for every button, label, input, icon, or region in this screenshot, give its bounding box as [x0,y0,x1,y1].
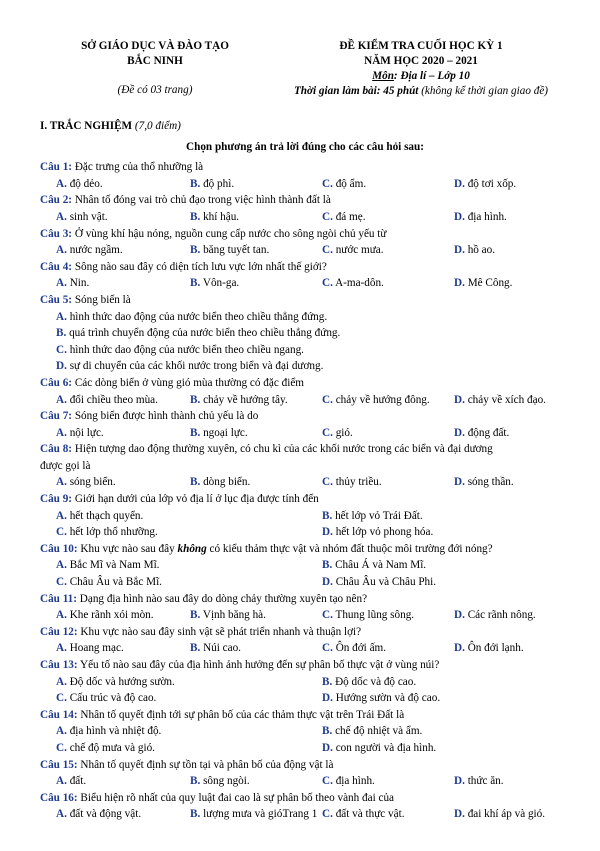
answer-key: B. [190,476,201,489]
answer-key: C. [322,642,333,655]
answer-text: độ phì. [200,177,235,190]
question-text: Yếu tố nào sau đây của địa hình ảnh hưởng đến sự phân bố thực vật ở vùng núi? [77,659,440,671]
province-name: BẮC NINH [127,55,183,67]
question-text: có kiểu thảm thực vật và nhóm đất thuộc môi trường đới nóng? [206,542,493,555]
answer-text: Mê Công. [464,277,513,290]
answer-text: Các rãnh nông. [464,609,536,622]
answer-text: đai khí áp và gió. [464,808,546,821]
answer-text: địa hình. [464,210,507,223]
answer-text: Khe rãnh xói mòn. [66,609,154,622]
question [40,591,570,624]
answer-option [56,607,154,624]
question-number: Câu 16: [40,791,78,804]
question [40,259,570,292]
section-title [40,118,570,135]
answer-option [56,275,89,292]
answer-key: A. [56,609,67,622]
answer-option [56,209,108,226]
answer-key: D. [322,741,333,754]
answer-key: C. [322,393,333,406]
answer-row [40,474,570,491]
answer-text: Thung lũng sông. [332,609,415,622]
question [40,707,570,757]
question-number: Câu 14: [40,708,78,721]
answer-key: A. [56,675,67,688]
question-text: Các dòng biển ở vùng gió mùa thường có đặc điểm [72,376,304,389]
question-stem [40,441,570,458]
answer-key: B. [190,808,201,821]
answer-key: A. [56,509,67,522]
answer-key: D. [454,393,465,406]
answer-option [454,640,524,657]
answer-text: nước mưa. [332,244,384,257]
answer-text: địa hình. [332,775,375,788]
question-number: Câu 13: [40,659,78,671]
question [40,757,570,790]
answer-text: chảy về xích đạo. [464,393,546,406]
answer-row [40,242,570,259]
answer-option [190,773,250,790]
answer-text: con người và địa hình. [332,741,437,754]
answer-option [56,425,104,442]
answer-option [322,242,384,259]
answer-text: ngoại lực. [200,426,248,439]
answer-key: D. [454,642,465,655]
answer-text: Châu Âu và Bắc Mĩ. [66,576,162,589]
answer-option [190,607,266,624]
question-stem [40,159,570,176]
question-list [40,159,570,823]
answer-option [56,508,143,525]
answer-row [40,574,570,591]
answer-key: B. [190,210,201,223]
answer-row [40,176,570,193]
answer-option [322,607,414,624]
question-number: Câu 7: [40,410,73,423]
answer-text: độ tơi xốp. [464,177,517,190]
answer-option [56,723,161,740]
question-stem [40,790,570,807]
answer-option [56,740,155,757]
answer-text: sóng thần. [464,476,514,489]
answer-row [40,508,570,525]
question [40,159,570,192]
answer-text: động đất. [464,426,510,439]
answer-text: đất và thực vật. [332,808,405,821]
answer-key: B. [190,393,201,406]
answer-row [40,425,570,442]
answer-text: Ôn đới lạnh. [464,642,524,655]
question-text-emphasis: không [177,542,207,555]
answer-key: A. [56,244,67,257]
question [40,441,570,491]
question-text: Ở vùng khí hậu nóng, nguồn cung cấp nước cho sông ngòi chủ yếu từ [72,227,387,240]
question-text: Sông nào sau đây có diện tích lưu vực lớn nhất thế giới? [72,260,327,273]
answer-key: C. [322,244,333,257]
question [40,226,570,259]
answer-key: D. [56,360,67,373]
answer-option [56,690,156,707]
answer-key: B. [190,609,201,622]
answer-option [190,209,239,226]
answer-text: Vôn-ga. [200,277,240,290]
instruction: Chọn phương án trả lời đúng cho các câu hỏi sau: [186,140,424,153]
answer-option [56,574,162,591]
answer-key: D. [454,177,465,190]
question-stem [40,591,570,608]
answer-text: Độ dốc và hướng sườn. [66,675,175,688]
answer-key: A. [56,426,67,439]
answer-key: A. [56,725,67,738]
answer-text: hình thức dao động của nước biển theo chiều thẳng đứng. [66,310,328,323]
answer-row [40,209,570,226]
answer-text: Vịnh băng hà. [200,609,266,622]
answer-option [190,242,269,259]
question-stem [40,541,570,558]
answer-text: khí hậu. [200,210,240,223]
answer-key: D. [454,244,465,257]
answer-option [322,574,436,591]
answer-option [190,275,239,292]
answer-key: D. [454,277,465,290]
answer-text: Châu Âu và Châu Phi. [332,576,437,589]
answer-key: D. [454,210,465,223]
answer-key: A. [56,775,67,788]
answer-option [454,474,514,491]
question-number: Câu 1: [40,161,73,174]
question-text: Biểu hiện rõ nhất của quy luật đai cao là sự phân bố theo vành đai của [77,791,395,804]
answer-option [322,425,353,442]
question-text: Sóng biển được hình thành chủ yếu là do [72,410,259,423]
question-text: Hiện tượng dao động thường xuyên, có chu kì của các khối nước trong các biển và đại dương [72,443,493,456]
time-label: Thời gian làm bài: 45 phút [293,85,419,97]
answer-text: Nin. [66,277,90,290]
answer-key: B. [56,327,67,340]
answer-text: gió. [332,426,353,439]
answer-row [40,607,570,624]
answer-text: quá trình chuyển động của nước biển theo chiều thẳng đứng. [66,327,341,340]
question [40,624,570,657]
answer-key: B. [190,642,201,655]
answer-text: đất và động vật. [66,808,142,821]
question [40,192,570,225]
page-count-note: (Đề có 03 trang) [117,84,193,96]
answer-text: sự di chuyển của các khối nước trong biển và đại dương. [66,360,324,373]
answer-key: C. [56,741,67,754]
question-number: Câu 3: [40,227,73,240]
answer-text: Hoang mạc. [66,642,124,655]
answer-option [322,209,366,226]
answer-row [40,342,570,359]
school-year: NĂM HỌC 2020 – 2021 [364,55,478,67]
answer-option [322,690,440,707]
question-text: Dạng địa hình nào sau đây do dòng chảy thường xuyên tạo nên? [77,592,368,605]
question-text: Nhân tố đóng vai trò chủ đạo trong việc hình thành đất là [72,194,331,207]
answer-key: C. [322,177,333,190]
answer-key: B. [190,277,201,290]
question-text: Sóng biển là [72,293,131,306]
exam-title: ĐỀ KIỂM TRA CUỐI HỌC KỲ 1 [339,40,503,52]
answer-option [322,723,422,740]
answer-key: B. [190,244,201,257]
answer-key: B. [190,177,201,190]
answer-option [322,524,433,541]
answer-key: B. [190,426,201,439]
answer-text: sóng biển. [66,476,116,489]
answer-row [40,557,570,574]
answer-option [56,640,124,657]
answer-text: A-ma-dôn. [332,277,384,290]
answer-key: A. [56,642,67,655]
page-footer: Trang 1 [282,808,318,820]
answer-key: A. [56,393,67,406]
question [40,491,570,541]
answer-option [454,773,504,790]
answer-key: C. [56,576,67,589]
answer-row [40,392,570,409]
answer-key: C. [322,808,333,821]
answer-text: hết lớp thổ nhưỡng. [66,526,158,539]
answer-row [40,690,570,707]
answer-key: C. [56,692,67,705]
answer-key: A. [56,277,67,290]
answer-text: chế độ mưa và gió. [66,741,155,754]
answer-text: độ dẻo. [66,177,103,190]
answer-key: C. [322,609,333,622]
answer-key: B. [322,509,333,522]
answer-option [454,176,516,193]
answer-key: A. [56,559,67,572]
subject-label: Môn [372,70,394,82]
answer-row [40,325,570,342]
answer-option [322,773,375,790]
answer-option [190,474,250,491]
answer-text: nội lực. [66,426,104,439]
answer-text: đổi chiều theo mùa. [66,393,158,406]
subject-value: : Địa lí – Lớp 10 [393,70,470,82]
question-stem [40,624,570,641]
answer-key: C. [322,210,333,223]
answer-option [454,425,509,442]
question-number: Câu 4: [40,260,73,273]
answer-option [56,392,158,409]
answer-text: hình thức dao động của nước biển theo chiều ngang. [66,343,304,356]
answer-row [40,275,570,292]
answer-key: D. [322,576,333,589]
answer-text: hết thạch quyển. [66,509,144,522]
answer-text: Độ dốc và độ cao. [332,675,417,688]
answer-row [40,524,570,541]
answer-option [322,740,436,757]
answer-option [56,674,175,691]
answer-text: nước ngầm. [66,244,123,257]
answer-text: Châu Á và Nam Mĩ. [332,559,427,572]
question-stem [40,707,570,724]
answer-text: thủy triều. [332,476,382,489]
answer-text: băng tuyết tan. [200,244,270,257]
question-text: Khu vực nào sau đây sinh vật sẽ phát triển nhanh và thuận lợi? [77,625,362,638]
time-line [262,83,580,100]
question-number: Câu 12: [40,625,78,638]
answer-key: D. [454,426,465,439]
question-stem [40,657,570,674]
answer-text: lượng mưa và gió. [200,808,286,821]
answer-option [56,242,123,259]
question-number: Câu 10: [40,542,78,555]
answer-option [190,425,248,442]
answer-text: dòng biển. [200,476,251,489]
answer-option [322,674,416,691]
answer-row [40,740,570,757]
answer-row [40,358,570,375]
answer-key: B. [190,775,201,788]
question-text: Nhân tố quyết định sự tồn tại và phân bố của động vật là [77,758,334,771]
answer-key: D. [454,808,465,821]
question-number: Câu 2: [40,194,73,207]
answer-key: A. [56,177,67,190]
answer-text: thức ăn. [464,775,504,788]
question [40,375,570,408]
answer-key: C. [322,775,333,788]
answer-text: Ôn đới ấm. [332,642,387,655]
answer-row [40,309,570,326]
question-text: Giới hạn dưới của lớp vỏ địa lí ở lục địa được tính đến [72,493,319,506]
question-text: Đặc trưng của thổ nhưỡng là [72,161,204,174]
question-number: Câu 6: [40,376,73,389]
question [40,292,570,375]
answer-option [190,176,234,193]
answer-option [454,242,495,259]
answer-text: sông ngòi. [200,775,250,788]
answer-key: C. [322,426,333,439]
answer-key: C. [322,277,333,290]
section-points: (7,0 điểm) [132,120,181,132]
answer-row [40,674,570,691]
answer-option [454,275,512,292]
question-number: Câu 5: [40,293,73,306]
answer-text: hồ ao. [464,244,496,257]
answer-key: B. [322,675,333,688]
question [40,657,570,707]
answer-text: sinh vật. [66,210,108,223]
answer-option [322,557,426,574]
question-stem [40,259,570,276]
question-stem [40,491,570,508]
answer-text: Hướng sườn và độ cao. [332,692,441,705]
answer-key: D. [322,692,333,705]
answer-option [190,640,241,657]
answer-text: đất. [66,775,87,788]
question-text: Khu vực nào sau đây [77,542,178,555]
answer-key: D. [454,609,465,622]
answer-option [56,773,86,790]
answer-row [40,723,570,740]
question-number: Câu 9: [40,493,73,506]
answer-key: D. [454,775,465,788]
answer-key: A. [56,210,67,223]
question-text: Nhân tố quyết định tới sự phân bố của các thảm thực vật trên Trái Đất là [77,708,405,721]
answer-option [190,392,288,409]
answer-option [322,474,382,491]
answer-text: hết lớp vỏ phong hóa. [332,526,434,539]
answer-text: chảy về hướng đông. [332,393,430,406]
question-number: Câu 15: [40,758,78,771]
answer-option [322,640,386,657]
question-stem [40,375,570,392]
answer-key: A. [56,310,67,323]
answer-key: B. [322,559,333,572]
answer-option [322,176,366,193]
answer-option [56,474,116,491]
question-text-continued: được gọi là [40,459,91,472]
answer-option [322,508,423,525]
answer-key: D. [454,476,465,489]
question-stem [40,192,570,209]
answer-key: C. [322,476,333,489]
answer-option [322,275,384,292]
question-number: Câu 8: [40,443,73,456]
answer-text: địa hình và nhiệt độ. [66,725,162,738]
question-number: Câu 11: [40,592,77,605]
answer-key: B. [322,725,333,738]
answer-option [322,392,430,409]
answer-key: A. [56,808,67,821]
exam-body [40,118,570,823]
answer-text: độ ẩm. [332,177,367,190]
answer-text: Bắc Mĩ và Nam Mĩ. [66,559,160,572]
question [40,408,570,441]
answer-text: chế độ nhiệt và ẩm. [332,725,423,738]
answer-key: C. [56,526,67,539]
answer-row [40,773,570,790]
answer-text: hết lớp vỏ Trái Đất. [332,509,423,522]
answer-text: Cấu trúc và độ cao. [66,692,157,705]
answer-option [454,209,507,226]
answer-key: A. [56,476,67,489]
answer-option [56,557,159,574]
answer-text: Núi cao. [200,642,241,655]
question-stem [40,226,570,243]
answer-key: D. [322,526,333,539]
question-stem [40,408,570,425]
question [40,541,570,591]
time-note: (không kể thời gian giao đề) [418,85,549,97]
answer-option [454,392,546,409]
department-name: SỞ GIÁO DỤC VÀ ĐÀO TẠO [81,40,229,52]
answer-option [454,607,536,624]
answer-option [56,176,103,193]
answer-row [40,640,570,657]
answer-text: chảy về hướng tây. [200,393,288,406]
answer-key: C. [56,343,67,356]
answer-text: đá mẹ. [332,210,366,223]
question-stem [40,292,570,309]
question-stem [40,757,570,774]
section-title-text: I. TRẮC NGHIỆM [40,120,133,132]
answer-option [56,524,158,541]
